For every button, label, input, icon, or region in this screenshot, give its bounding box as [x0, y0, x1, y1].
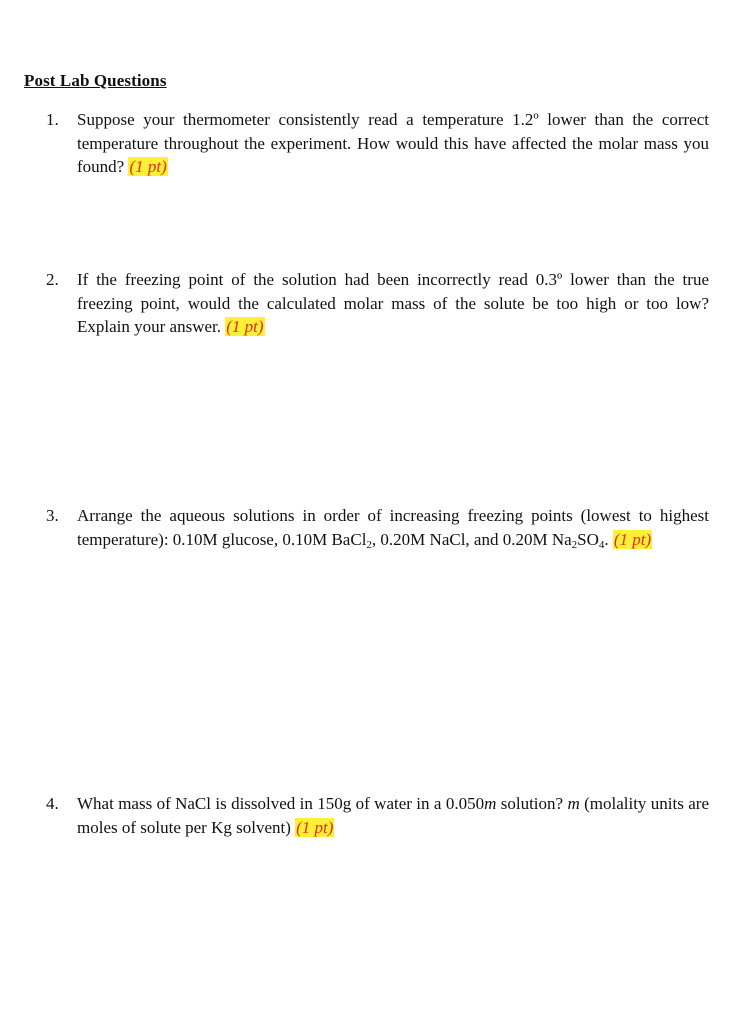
question-text-part: SO [577, 529, 599, 549]
question-text: If the freezing point of the solution had been incorrectly read 0.3º lower than the true freezing point, would the calculated molar mass of the solute be too high or too low? Explain your answer. [77, 270, 709, 336]
question-3 [46, 504, 709, 551]
points-label: (1 pt) [296, 817, 334, 837]
question-number: 2. [46, 270, 59, 289]
subscript: 2 [571, 538, 578, 551]
points-label: (1 pt) [129, 157, 167, 176]
points-label: (1 pt) [613, 529, 652, 549]
question-text-part: . [604, 529, 609, 549]
molality-symbol: m [567, 794, 580, 813]
subscript: 2 [366, 538, 372, 551]
question-text-part: What mass of NaCl is dissolved in 150g of water in a 0.050 [77, 794, 485, 813]
question-text-part: , 0.20M NaCl, and 0.20M Na [371, 529, 572, 549]
question-text-block [77, 268, 709, 339]
question-text-block [77, 504, 709, 551]
question-text-part: Arrange the aqueous solutions in order of increasing freezing points (lowest to highest temperature): 0.10M glucose, 0.10M BaCl [77, 506, 709, 549]
question-text-block [77, 792, 709, 839]
question-text-part: (molality units are moles of solute per Kg solvent) [77, 794, 709, 837]
page-title: Post Lab Questions [24, 71, 167, 90]
subscript: 4 [598, 538, 605, 551]
question-4 [46, 792, 709, 839]
question-number: 3. [46, 506, 59, 525]
molality-symbol: m [484, 794, 497, 813]
points-label: (1 pt) [226, 317, 264, 336]
question-2 [46, 268, 709, 339]
question-text-block [77, 108, 709, 179]
question-number: 4. [46, 794, 59, 813]
question-text-part: solution? [496, 794, 568, 813]
question-text: Suppose your thermometer consistently read a temperature 1.2º lower than the correct temperature throughout the experiment. How would this have affected the molar mass you found? [77, 110, 709, 176]
question-1 [46, 108, 709, 179]
question-number: 1. [46, 110, 59, 129]
